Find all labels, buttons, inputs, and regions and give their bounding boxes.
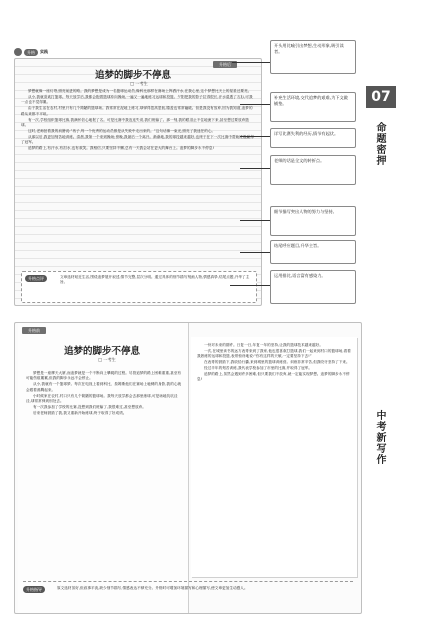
upgraded-paragraph: 这时,老师拍着我的肩膀说:“孩子,每一个优秀的运动员都是从失败中走出来的。”这句话像一束光,照亮了我迷茫的心。 [28,128,216,133]
original-title: 追梦的脚步不停息 [64,346,141,357]
original-paragraph: 一份对未来的期许。日复一日,年复一年的坚持,让我的篮球技术越来越好。 [204,343,323,347]
upgraded-paragraph: 有一次,学校组织篮球比赛,我满怀信心地报了名。可是比赛中我连连失误,我们班输了。那一刻,我的眼泪止不住地流下来,甚至想过要放弃篮球。 [21,117,249,127]
original-right-body [197,343,351,383]
upgraded-author: □ 一考生 [130,81,148,86]
header-badge-primary: 升格 [24,49,38,56]
original-stamp: 升格前 [22,327,46,334]
annotation-note: 结尾呼应题目,升华主旨。 [270,240,356,264]
original-teacher-label: 升格指导 [23,586,45,593]
original-left-body [26,371,182,417]
original-paragraph: 在表哥的鼓励下,我收拾行囊,来到城里的篮球训练营。训练非常辛苦,但我咬牙坚持了下来。 [204,360,350,365]
original-teacher-box [23,581,353,610]
annotation-note: 细节描写突出人物的努力与坚持。 [270,206,356,236]
connector-line [232,62,270,63]
original-paragraph: 小时候家在农村,村口只有几个简陋的篮球场。我每天放学都会去那里练球,可是场地坑坑洼洼,球常常弹到别处去。 [26,393,178,404]
connector-line [240,136,270,137]
annotation-note: 详写比赛失利的经历,情节有起伏。 [270,128,356,148]
original-paragraph: 追梦的路上,虽然会遇到许多困难,但只要我们不放弃,就一定能实现梦想。追梦的脚步永不停息! [197,372,350,382]
upgraded-teacher-box [21,271,257,303]
connector-line [240,104,270,105]
section-header [14,48,48,56]
upgraded-paragraph: 从那以后,我更加刻苦地训练。清晨,我第一个来到操场;傍晚,我最后一个离开。渐渐地,我的球技越来越好,也终于在下一次比赛中帮助班级赢得了冠军。 [21,134,254,145]
original-paragraph: 后来老师鼓励了我,我又重新开始练球,终于取得了好成绩。 [33,410,127,415]
original-teacher-comment: 原文选材虽好,但叙事平淡,缺少细节描写,情感表达不够充分。升格时可增加环境描写和心理描写,使文章更加生动感人。 [57,586,248,590]
annotation-note: 开头用比喻引出梦想,生动形象,吸引读者。 [270,40,356,74]
upgraded-paragraph: 追梦的路上,有汗水,有泪水,也有欢笑。我相信,只要坚持不懈,总有一天我会站在更大的舞台上。追梦的脚步永不停息! [28,146,214,151]
original-author: □ 一考生 [98,357,116,362]
upgraded-paragraph: 从小,我就喜欢打篮球。每天放学后,我都会抱着篮球冲向操场,一遍又一遍地练习运球和投篮。夕阳把我的影子拉得很长,汗水湿透了衣衫,可我一点也不觉得累。 [21,94,253,105]
section-label: 命题密押 [374,122,385,166]
original-paragraph: 梦想是一座摩天大厦,而追梦就是一个不断向上攀爬的过程。尽管追梦的路上困难重重,甚至有可能伤痕累累,但我的脚步永远不会停止。 [26,371,182,381]
upgraded-paragraph: 梦想就像一座灯塔,照亮前进的路。我的梦想是成为一名篮球运动员,像科比那样在赛场上挥洒汗水,在我心里,这个梦想比天上的星星还要亮。 [28,89,252,93]
connector-line [240,168,270,169]
annotation-note: 补充生活环境,交代追梦的艰难,为下文做铺垫。 [270,92,356,122]
unit-number-tab: 07 [366,86,396,108]
upgraded-teacher-label: 升格点评 [25,275,47,282]
upgraded-title: 追梦的脚步不停息 [95,70,172,81]
connector-line [230,285,270,286]
annotation-note: 老师的话是全文的转折点。 [270,155,356,185]
upgraded-body [21,89,255,152]
annotation-note: 运用排比,语言富有感染力。 [270,270,356,304]
original-paragraph: 经过半年的刻苦训练,我代表学校参加了市里的比赛,并取得了冠军。 [204,366,313,371]
header-badge-icon [14,48,22,56]
upgraded-teacher-comment: 文章选材贴近生活,围绕追梦展开叙述,情节完整,层次分明。通过具体的细节描写刻画人物,情感真挚,结尾点题,升华了主旨。 [60,275,250,285]
original-paragraph: 从小,我就有一个篮球梦。每次在电视上看到科比、詹姆斯他们在赛场上驰骋的身影,我的心就会跟着沸腾起来。 [26,382,182,392]
original-paragraph: 有一次我参加了学校的比赛,没想到我们班输了,我很难过,甚至想放弃。 [33,404,146,409]
connector-line [240,220,270,221]
original-paragraph: 一次,在城里读书的远方表哥来到了我家,他也很喜欢打篮球,我们一起来到村口的篮球场,看着我熟练的运球和投篮,表哥惊讶地说:“你有这样的天赋,一定要坚持下去!” [197,348,351,359]
upgraded-article [14,58,262,306]
subject-label: 中考新写作 [374,410,385,465]
upgraded-paragraph: 由于我生活在农村,村里只有几个简陋的篮球场。我常常在泥地上练习,球弹得忽高忽低,膝盖也常常磕破。但是我没有放弃,因为我知道,追梦的路从来都不平坦。 [21,106,253,116]
upgraded-stamp: 升格后 [213,61,237,68]
connector-line [240,252,270,253]
original-right-sheet [191,337,357,577]
header-badge-secondary: 实践 [40,49,48,54]
original-article [14,322,362,614]
right-sidebar [362,0,427,618]
original-left-sheet [18,323,189,613]
